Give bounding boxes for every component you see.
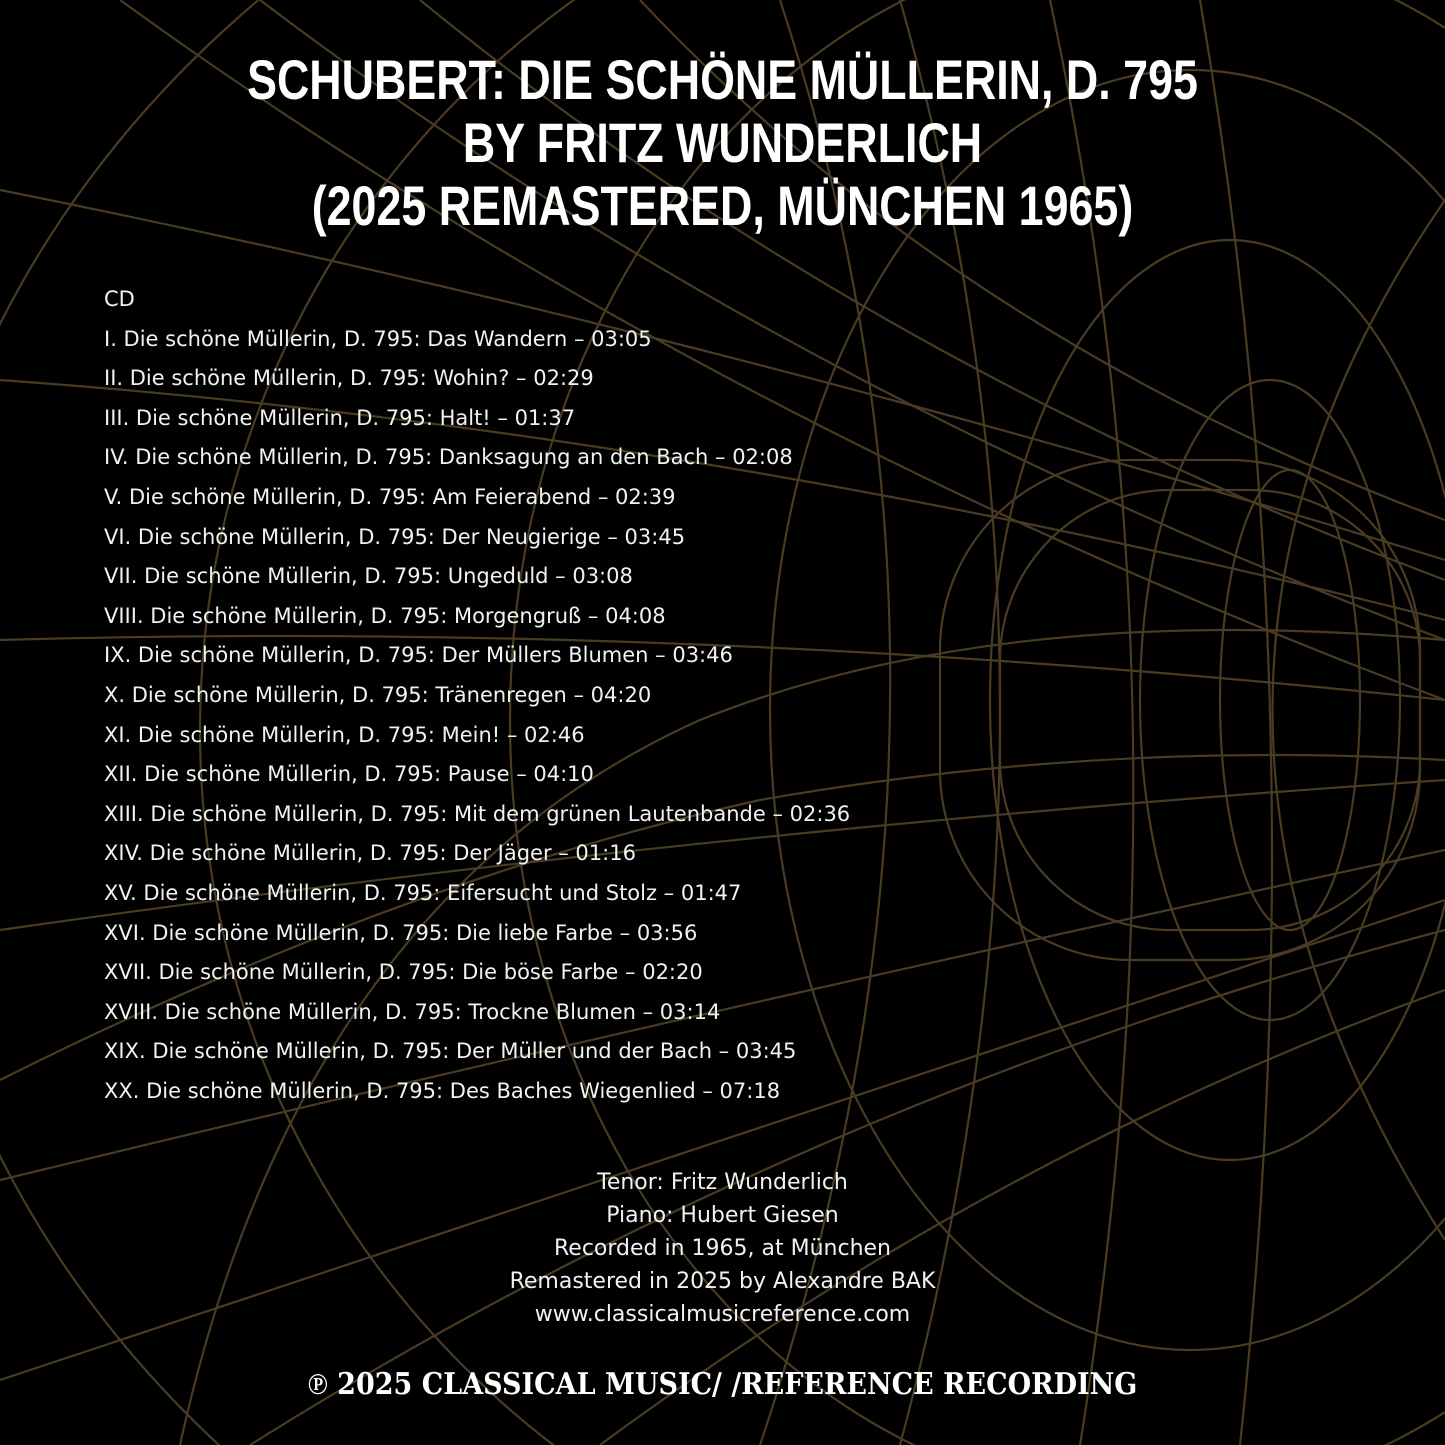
track-item: III. Die schöne Müllerin, D. 795: Halt! – 01:37 [104,405,576,430]
credits-block [0,1166,1445,1331]
track-item: X. Die schöne Müllerin, D. 795: Tränenregen – 04:20 [104,682,652,707]
credit-remastered: Remastered in 2025 by Alexandre BAK [509,1269,936,1294]
track-item: XIX. Die schöne Müllerin, D. 795: Der Müller und der Bach – 03:45 [104,1039,797,1064]
album-title [0,48,1445,237]
credit-piano: Piano: Hubert Giesen [606,1203,839,1228]
track-item: V. Die schöne Müllerin, D. 795: Am Feierabend – 02:39 [104,484,676,509]
copyright-notice: ℗ 2025 CLASSICAL MUSIC/ /REFERENCE RECORDING [307,1367,1138,1402]
album-title-line-2: BY FRITZ WUNDERLICH [462,111,983,174]
track-item: VII. Die schöne Müllerin, D. 795: Ungeduld – 03:08 [104,564,633,589]
track-item: I. Die schöne Müllerin, D. 795: Das Wandern – 03:05 [104,326,652,351]
credit-tenor: Tenor: Fritz Wunderlich [597,1170,848,1195]
tracklist [104,280,850,1111]
album-title-line-3: (2025 REMASTERED, MÜNCHEN 1965) [311,174,1134,237]
track-item: XVIII. Die schöne Müllerin, D. 795: Trockne Blumen – 03:14 [104,999,721,1024]
track-item: II. Die schöne Müllerin, D. 795: Wohin? – 02:29 [104,366,594,391]
credit-website: www.classicalmusicreference.com [534,1302,911,1327]
tracklist-heading: CD [104,287,135,311]
track-item: IV. Die schöne Müllerin, D. 795: Danksagung an den Bach – 02:08 [104,445,793,470]
track-item: XVII. Die schöne Müllerin, D. 795: Die böse Farbe – 02:20 [104,960,703,985]
credit-recorded: Recorded in 1965, at München [553,1236,891,1261]
track-item: IX. Die schöne Müllerin, D. 795: Der Müllers Blumen – 03:46 [104,643,733,668]
track-item: XV. Die schöne Müllerin, D. 795: Eifersucht und Stolz – 01:47 [104,880,742,905]
track-item: VIII. Die schöne Müllerin, D. 795: Morgengruß – 04:08 [104,603,666,628]
track-item: VI. Die schöne Müllerin, D. 795: Der Neugierige – 03:45 [104,524,686,549]
track-item: XIV. Die schöne Müllerin, D. 795: Der Jäger – 01:16 [104,841,636,866]
track-item: XX. Die schöne Müllerin, D. 795: Des Baches Wiegenlied – 07:18 [104,1078,781,1103]
track-item: XI. Die schöne Müllerin, D. 795: Mein! – 02:46 [104,722,585,747]
track-item: XII. Die schöne Müllerin, D. 795: Pause – 04:10 [104,762,594,787]
album-title-line-1: SCHUBERT: DIE SCHÖNE MÜLLERIN, D. 795 [247,48,1198,111]
track-item: XVI. Die schöne Müllerin, D. 795: Die liebe Farbe – 03:56 [104,920,698,945]
track-item: XIII. Die schöne Müllerin, D. 795: Mit dem grünen Lautenbande – 02:36 [104,801,851,826]
